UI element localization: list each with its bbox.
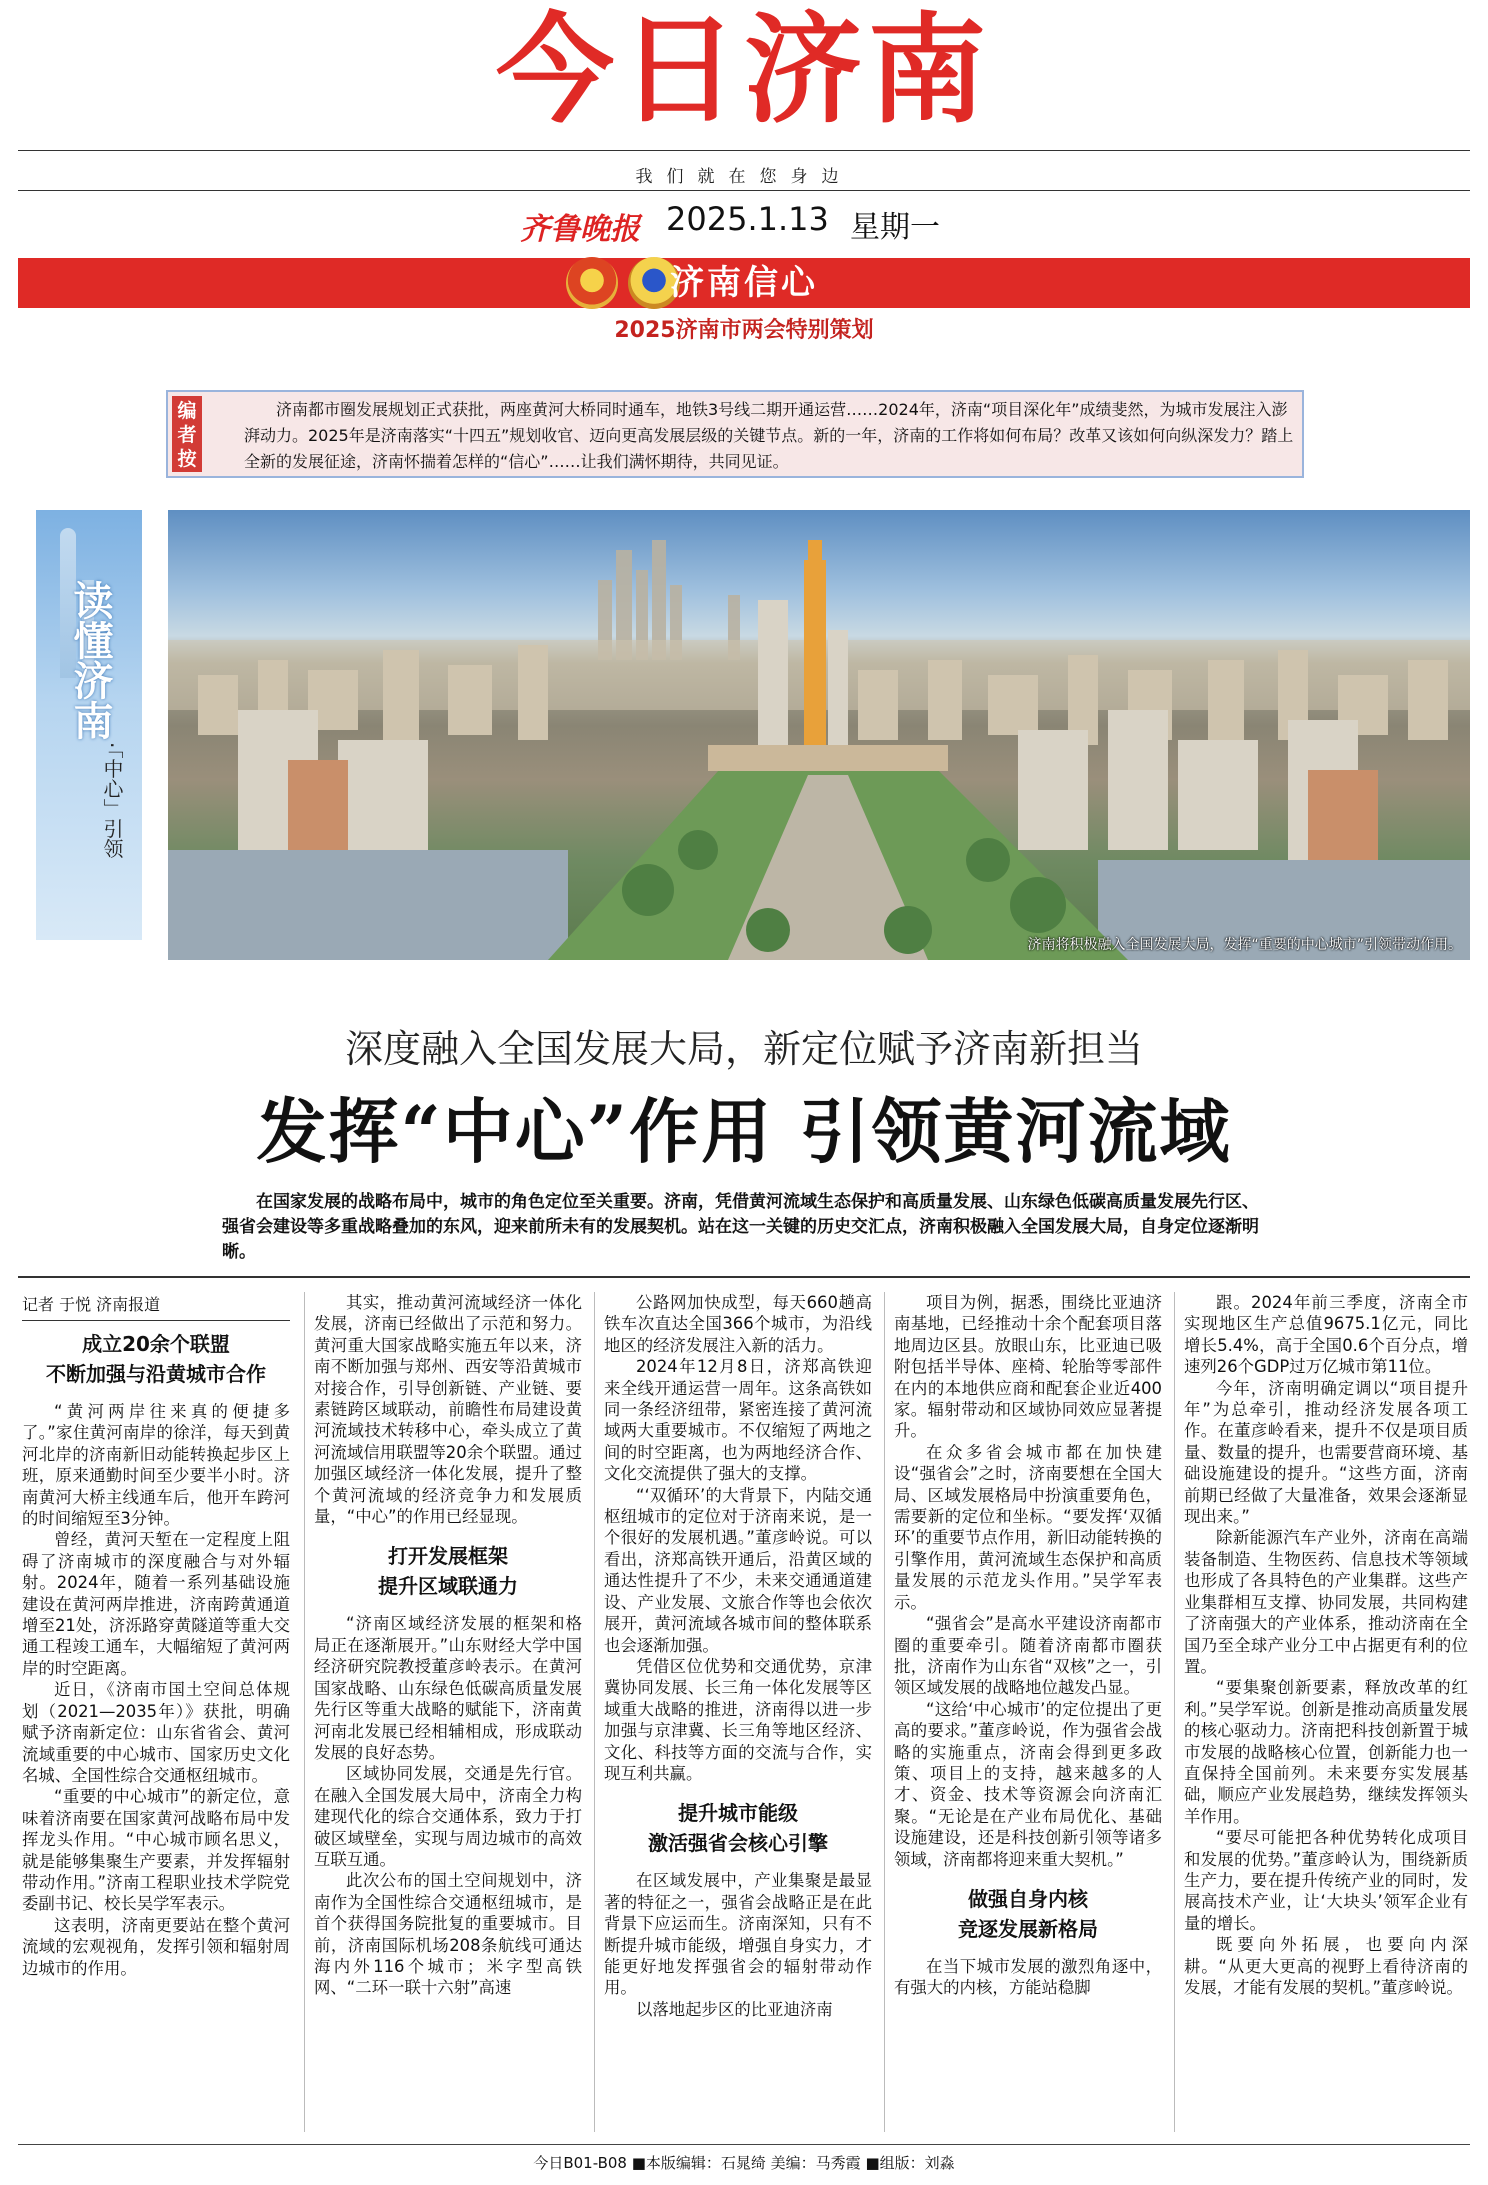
paragraph: 凭借区位优势和交通优势，京津冀协同发展、长三角一体化发展等区域重大战略的推进，济南得以进一步加强与京津冀、长三角等地区经济、文化、科技等方面的交流与合作，实现互利共赢。	[604, 1656, 872, 1783]
section-heading: 提升城市能级 激活强省会核心引擎	[648, 1801, 828, 1856]
section-banner	[18, 258, 1470, 308]
banner-title: 济南信心	[670, 263, 818, 303]
paragraph: 此次公布的国土空间规划中，济南作为全国性综合交通枢纽城市，是首个获得国务院批复的重要城市。目前，济南国际机场208条航线可通达海内外116个城市；米字型高铁网、“二环一联十六射”高速	[314, 1871, 582, 1998]
article-byline: 记者 于悦 济南报道	[22, 1292, 290, 1321]
photo-caption: 济南将积极融入全国发展大局，发挥“重要的中心城市”引领带动作用。	[1027, 937, 1462, 953]
article-column-3	[604, 1292, 872, 2132]
section-heading: 成立20余个联盟 不断加强与沿黄城市合作	[46, 1332, 266, 1386]
paragraph: 今年，济南明确定调以“项目提升年”为总牵引，推动经济发展各项工作。在董彦岭看来，提升不仅是项目质量、数量的提升，也需要营商环境、基础设施建设的提升。“这些方面，济南前期已经做了大量准备，效果会逐渐显现出来。”	[1184, 1378, 1468, 1527]
cityscape-photo	[168, 510, 1470, 960]
section-heading: 做强自身内核 竞逐发展新格局	[958, 1886, 1098, 1941]
column-divider	[594, 1292, 595, 2132]
article-headline: 发挥“中心”作用 引领黄河流域	[256, 1090, 1232, 1173]
paragraph: 公路网加快成型，每天660趟高铁车次直达全国366个城市，为沿线地区的经济发展注入新的活力。	[604, 1293, 872, 1355]
issue-weekday: 星期一	[850, 210, 940, 245]
banner-subtitle: 2025济南市两会特别策划	[614, 318, 874, 343]
article-column-5	[1184, 1292, 1468, 2132]
column-tag-panel	[36, 510, 142, 940]
masthead-title: 今日济南	[495, 1, 992, 139]
column-divider	[1174, 1292, 1175, 2132]
article-column-4	[894, 1292, 1162, 2132]
article-lead: 在国家发展的战略布局中，城市的角色定位至关重要。济南，凭借黄河流域生态保护和高质量发展、山东绿色低碳高质量发展先行区、强省会建设等多重战略叠加的东风，迎来前所未有的发展契机。站在这一关键的历史交汇点，济南积极融入全国发展大局，自身定位逐渐明晰。	[222, 1192, 1259, 1262]
editor-note-text: 济南都市圈发展规划正式获批，两座黄河大桥同时通车，地铁3号线二期开通运营……2024年，济南“项目深化年”成绩斐然，为城市发展注入澎湃动力。2025年是济南落实“十四五”规划收官、迈向更高发展层级的关键节点。新的一年，济南的工作将如何布局？改革又该如何向纵深发力？踏上全新的发展征途，济南怀揣着怎样的“信心”……让我们满怀期待，共同见证。	[244, 400, 1294, 471]
paragraph: 近日，《济南市国土空间总体规划（2021—2035年）》获批，明确赋予济南新定位：山东省省会、黄河流域重要的中心城市、国家历史文化名城、全国性综合交通枢纽城市。	[22, 1680, 290, 1785]
article-column-1	[22, 1292, 290, 2132]
editor-note	[166, 390, 1304, 478]
page-footer: 今日B01-B08 ■本版编辑：石晁绮 美编：马秀霞 ■组版：刘淼	[533, 2154, 955, 2172]
paragraph: “要尽可能把各种优势转化成项目和发展的优势。”董彦岭认为，围绕新质生产力，要在提升传统产业的同时，发展高技术产业，让‘大块头’领军企业有量的增长。	[1184, 1828, 1468, 1933]
paragraph: “‘双循环’的大背景下，内陆交通枢纽城市的定位对于济南来说，是一个很好的发展机遇。”董彦岭说。可以看出，济郑高铁开通后，沿黄区域的通达性提升了不少，未来交通通道建设、产业发展、文旅合作等也会依次展开，黄河流域各城市间的整体联系也会逐渐加强。	[604, 1485, 872, 1655]
paragraph: 在区域发展中，产业集聚是最显著的特征之一，强省会战略正是在此背景下应运而生。济南深知，只有不断提升城市能级，增强自身实力，才能更好地发挥强省会的辐射带动作用。	[604, 1871, 872, 1998]
footer-rule	[18, 2144, 1470, 2145]
section-heading: 打开发展框架 提升区域联通力	[378, 1544, 518, 1599]
cityscape-illustration	[168, 510, 1470, 960]
column-tag-subtitle: ·「中心」引领	[100, 742, 124, 859]
paragraph: 区域协同发展，交通是先行官。在融入全国发展大局中，济南全力构建现代化的综合交通体系，致力于打破区域壁垒，实现与周边城市的高效互联互通。	[314, 1764, 582, 1869]
column-divider	[304, 1292, 305, 2132]
paragraph: 项目为例，据悉，围绕比亚迪济南基地，已经推动十余个配套项目落地周边区县。放眼山东，比亚迪已吸附包括半导体、座椅、轮胎等零部件在内的本地供应商和配套企业近400家。辐射带动和区域协同效应显著提升。	[894, 1293, 1162, 1441]
newspaper-brand: 齐鲁晚报	[520, 212, 640, 247]
article-subhead: 深度融入全国发展大局，新定位赋予济南新担当	[344, 1027, 1143, 1071]
issue-date: 2025.1.13	[666, 200, 829, 238]
paragraph: “强省会”是高水平建设济南都市圈的重要牵引。随着济南都市圈获批，济南作为山东省“双核”之一，引领区域发展的战略地位越发凸显。	[894, 1614, 1162, 1698]
paragraph: “要集聚创新要素，释放改革的红利。”吴学军说。创新是推动高质量发展的核心驱动力。济南把科技创新置于城市发展的战略核心位置，创新能力也一直保持全国前列。未来要夯实发展基础，顺应产业发展趋势，继续发挥领头羊作用。	[1184, 1678, 1468, 1826]
paragraph: 曾经，黄河天堑在一定程度上阻碍了济南城市的深度融合与对外辐射。2024年，随着一系列基础设施建设在黄河两岸推进，济南跨黄通道增至21处，济泺路穿黄隧道等重大交通工程竣工通车，大幅缩短了黄河两岸的时空距离。	[22, 1530, 290, 1678]
paragraph: 以落地起步区的比亚迪济南	[636, 1999, 833, 2019]
editor-note-tag: 编者按	[172, 396, 202, 472]
masthead-slogan: 我们就在您身边	[635, 167, 853, 187]
paragraph: 2024年12月8日，济郑高铁迎来全线开通运营一周年。这条高铁如同一条经济纽带，紧密连接了黄河流域两大重要城市。不仅缩短了两地之间的时空距离，也为两地经济合作、文化交流提供了强大的支撑。	[604, 1357, 872, 1484]
paragraph: “重要的中心城市”的新定位，意味着济南要在国家黄河战略布局中发挥龙头作用。“中心城市顾名思义，就是能够集聚生产要素，并发挥辐射带动作用。”济南工程职业技术学院党委副书记、校长吴学军表示。	[22, 1787, 290, 1914]
paragraph: 这表明，济南更要站在整个黄河流域的宏观视角，发挥引领和辐射周边城市的作用。	[22, 1915, 290, 1978]
column-divider	[884, 1292, 885, 2132]
column-tag-title: 读懂济南	[67, 580, 113, 740]
masthead-rule-bottom	[18, 190, 1470, 191]
paragraph: 在当下城市发展的激烈角逐中，有强大的内核，方能站稳脚	[894, 1956, 1162, 1998]
paragraph: “黄河两岸往来真的便捷多了。”家住黄河南岸的徐洋，每天到黄河北岸的济南新旧动能转换起步区上班，原来通勤时间至少要半小时。济南黄河大桥主线通车后，他开车跨河的时间缩短至3分钟。	[22, 1402, 290, 1529]
masthead-rule-top	[18, 150, 1470, 151]
paragraph: 既要向外拓展，也要向内深耕。“从更大更高的视野上看待济南的发展，才能有发展的契机。”董彦岭说。	[1184, 1935, 1468, 1997]
paragraph: “这给‘中心城市’的定位提出了更高的要求。”董彦岭说，作为强省会战略的实施重点，济南会得到更多政策、项目上的支持，越来越多的人才、资金、技术等资源会向济南汇聚。“无论是在产业布局优化、基础设施建设，还是科技创新引领等诸多领域，济南都将迎来重大契机。”	[894, 1699, 1162, 1869]
paragraph: 其实，推动黄河流域经济一体化发展，济南已经做出了示范和努力。黄河重大国家战略实施五年以来，济南不断加强与郑州、西安等沿黄城市对接合作，引导创新链、产业链、要素链跨区域联动，前瞻性布局建设黄河流域技术转移中心，牵头成立了黄河流域信用联盟等20余个联盟。通过加强区域经济一体化发展，提升了整个黄河流域的经济竞争力和发展质量，“中心”的作用已经显现。	[314, 1293, 582, 1527]
paragraph: 跟。2024年前三季度，济南全市实现地区生产总值9675.1亿元，同比增长5.4%，高于全国0.6个百分点，增速列26个GDP过万亿城市第11位。	[1184, 1293, 1468, 1377]
paragraph: “济南区域经济发展的框架和格局正在逐渐展开。”山东财经大学中国经济研究院教授董彦岭表示。在黄河国家战略、山东绿色低碳高质量发展先行区等重大战略的赋能下，济南黄河南北发展已经相辅相成，形成联动发展的良好态势。	[314, 1614, 582, 1762]
article-column-2	[314, 1292, 582, 2132]
paragraph: 除新能源汽车产业外，济南在高端装备制造、生物医药、信息技术等领域也形成了各具特色的产业集群。这些产业集群相互支撑、协同发展，共同构建了济南强大的产业体系，推动济南在全国乃至全球产业分工中占据更有利的位置。	[1184, 1528, 1468, 1676]
lead-divider	[18, 1276, 1470, 1278]
paragraph: 在众多省会城市都在加快建设“强省会”之时，济南要想在全国大局、区域发展格局中扮演重要角色，需要新的定位和坐标。“要发挥‘双循环’的重要节点作用，新旧动能转换的引擎作用，黄河流域生态保护和高质量发展的示范龙头作用。”吴学军表示。	[894, 1442, 1162, 1612]
